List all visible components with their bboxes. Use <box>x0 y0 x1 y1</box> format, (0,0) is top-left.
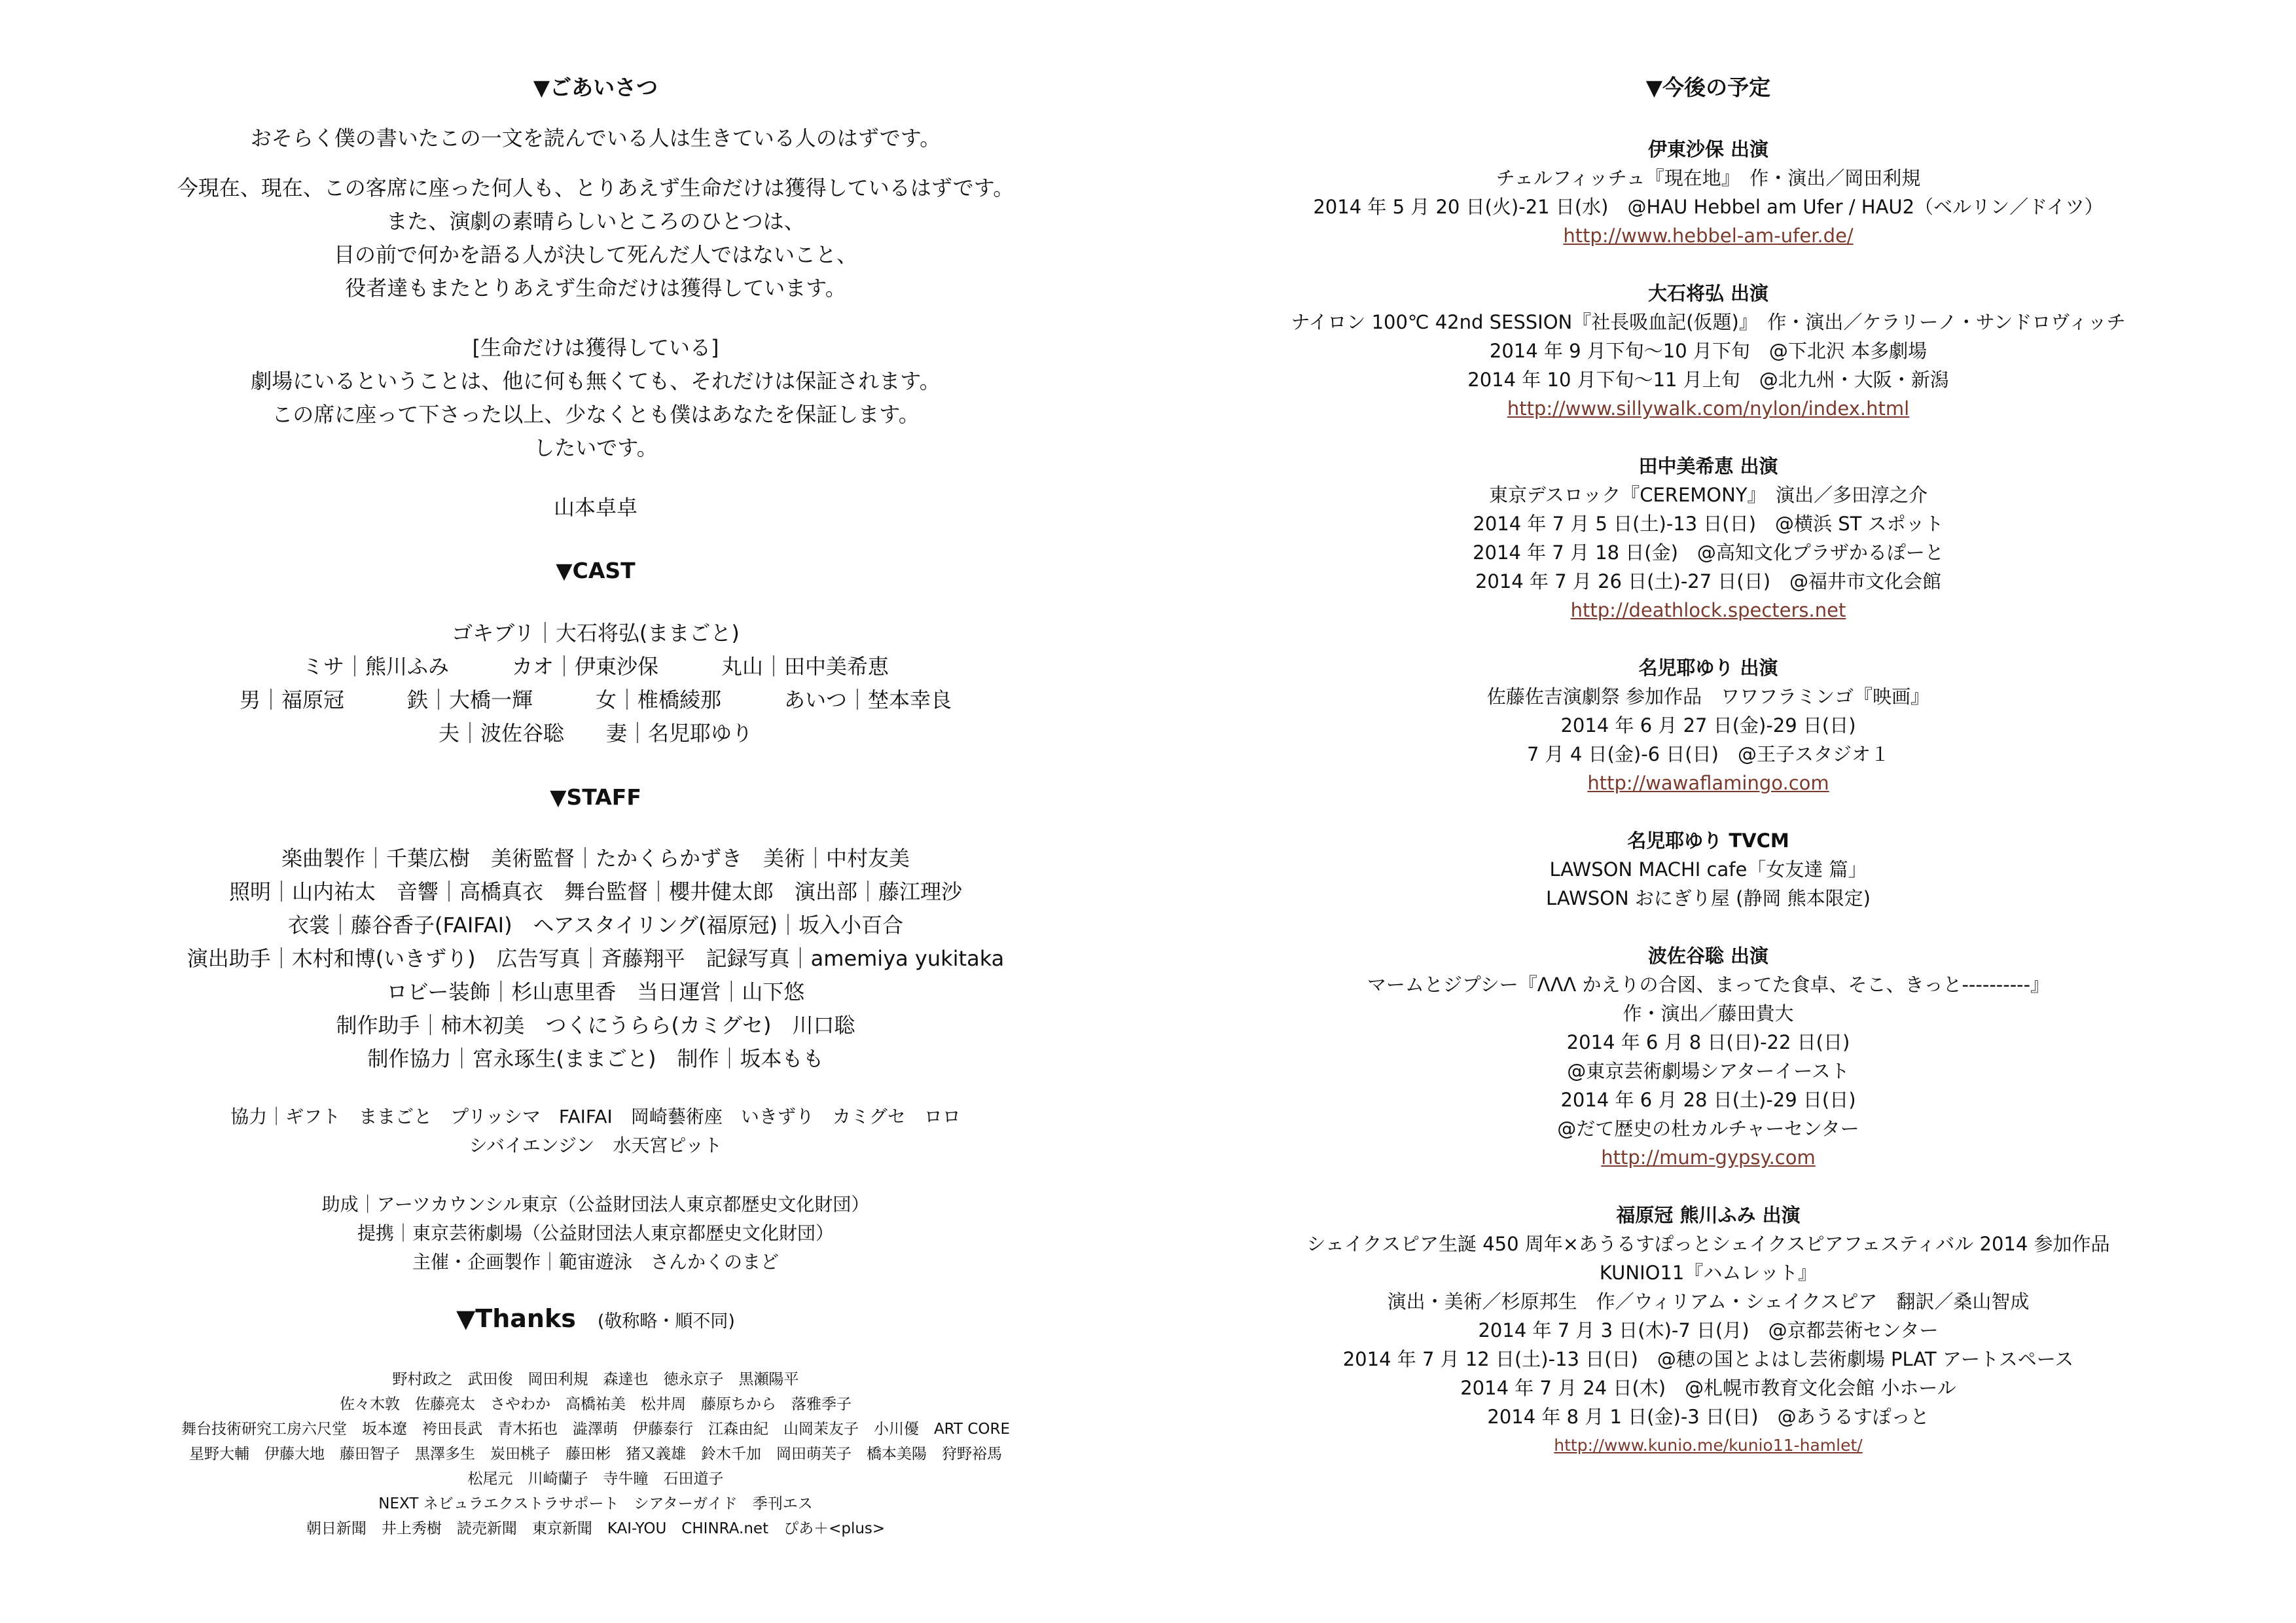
thanks-heading-block <box>105 1303 1086 1334</box>
cast-line: 男｜福原冠 鉄｜大橋一輝 女｜椎橋綾那 あいつ｜埜本幸良 <box>239 687 952 712</box>
section-line: LAWSON MACHI cafe「女友達 篇」 <box>1549 858 1867 881</box>
section-line: 2014 年 7 月 24 日(木) @札幌市教育文化会館 小ホール <box>1460 1377 1956 1399</box>
section-line: 2014 年 8 月 1 日(金)-3 日(日) @あうるすぽっと <box>1487 1406 1929 1428</box>
thanks-list <box>105 1367 1086 1541</box>
cast-heading-block <box>105 558 1086 583</box>
cooperation-line: 協力｜ギフト ままごと プリッシマ FAIFAI 岡崎藝術座 いきずり カミグセ ロロ <box>230 1106 961 1127</box>
section-line: @東京芸術劇場シアターイースト <box>1567 1060 1850 1082</box>
greeting-line: [生命だけは獲得している] <box>472 335 719 360</box>
cast-line: ゴキブリ｜大石将弘(ままごと) <box>452 621 740 646</box>
staff-line: 制作助手｜柿木初美 つくにうらら(カミグセ) 川口聡 <box>336 1013 855 1038</box>
thanks-line: 朝日新聞 井上秀樹 読売新聞 東京新聞 KAI-YOU CHINRA.net ぴあ＋<plus> <box>306 1520 886 1537</box>
thanks-line: 松尾元 川崎蘭子 寺牛瞳 石田道子 <box>467 1470 724 1487</box>
section-link[interactable]: http://www.kunio.me/kunio11-hamlet/ <box>1554 1436 1863 1455</box>
section-line: 2014 年 7 月 5 日(土)-13 日(日) @横浜 ST スポット <box>1473 513 1944 535</box>
staff-line: 演出助手｜木村和博(いきずり) 広告写真｜斉藤翔平 記録写真｜amemiya yukitaka <box>187 946 1005 971</box>
thanks-line: 野村政之 武田俊 岡田利規 森達也 徳永京子 黒瀬陽平 <box>392 1371 799 1388</box>
section-line: シェイクスピア生誕 450 周年×あうるすぽっとシェイクスピアフェスティバル 2014 参加作品 <box>1306 1233 2110 1255</box>
schedule-section <box>1217 941 2199 1172</box>
greeting-line: 今現在、現在、この客席に座った何人も、とりあえず生命だけは獲得しているはずです。 <box>177 175 1014 200</box>
section-title: 伊東沙保 出演 <box>1647 138 1769 160</box>
schedule-section <box>1217 135 2199 250</box>
support-line: 提携｜東京芸術劇場（公益財団法人東京都歴史文化財団） <box>357 1222 834 1244</box>
section-line: 東京デスロック『CEREMONY』 演出／多田淳之介 <box>1488 484 1928 506</box>
section-line: 2014 年 5 月 20 日(火)-21 日(水) @HAU Hebbel am Ufer / HAU2（ベルリン／ドイツ） <box>1313 196 2104 218</box>
section-title: 名児耶ゆり 出演 <box>1638 657 1778 679</box>
section-line: 佐藤佐吉演劇祭 参加作品 ワワフラミンゴ『映画』 <box>1486 685 1930 708</box>
section-title: 田中美希恵 出演 <box>1638 455 1778 477</box>
schedule-section <box>1217 653 2199 797</box>
section-line: KUNIO11『ハムレット』 <box>1599 1262 1818 1284</box>
greeting-line: 劇場にいるということは、他に何も無くても、それだけは保証されます。 <box>251 369 941 393</box>
greeting-line: 役者達もまたとりあえず生命だけは獲得しています。 <box>345 276 846 301</box>
section-line: 2014 年 7 月 26 日(土)-27 日(日) @福井市文化会館 <box>1475 570 1942 593</box>
greeting-line: この席に座って下さった以上、少なくとも僕はあなたを保証します。 <box>272 402 920 427</box>
section-line: ナイロン 100℃ 42nd SESSION『社長吸血記(仮題)』 作・演出／ケラリーノ・サンドロヴィッチ <box>1291 311 2126 333</box>
greeting-signature-block <box>105 491 1086 524</box>
thanks-heading <box>105 1303 1086 1334</box>
section-link[interactable]: http://www.sillywalk.com/nylon/index.html <box>1507 397 1910 420</box>
section-line: 2014 年 6 月 27 日(金)-29 日(日) <box>1560 714 1856 737</box>
greeting-line: 目の前で何かを語る人が決して死んだ人ではないこと、 <box>333 242 857 267</box>
section-line: 2014 年 7 月 3 日(木)-7 日(月) @京都芸術センター <box>1478 1319 1939 1341</box>
section-title: 大石将弘 出演 <box>1647 282 1769 304</box>
schedule-section <box>1217 452 2199 625</box>
section-line: 演出・美術／杉原邦生 作／ウィリアム・シェイクスピア 翻訳／桑山智成 <box>1387 1290 2030 1313</box>
section-line: LAWSON おにぎり屋 (静岡 熊本限定) <box>1546 887 1871 909</box>
section-title: 波佐谷聡 出演 <box>1647 945 1769 967</box>
schedule-section <box>1217 279 2199 423</box>
staff-heading-block <box>105 784 1086 810</box>
greeting-first-line: おそらく僕の書いたこの一文を読んでいる人は生きている人のはずです。 <box>250 126 941 151</box>
section-line: 2014 年 7 月 12 日(土)-13 日(日) @穂の国とよはし芸術劇場 PLAT アートスペース <box>1342 1348 2074 1370</box>
section-line: マームとジプシー『ΛΛΛ かえりの合図、まってた食卓、そこ、きっと----------』 <box>1367 974 2050 996</box>
thanks-line: 佐々木敦 佐藤亮太 さやわか 高橋祐美 松井周 藤原ちから 落雅季子 <box>340 1396 852 1413</box>
staff-list <box>105 842 1086 1076</box>
schedule-heading: ▼今後の予定 <box>1645 75 1771 100</box>
staff-line: ロビー装飾｜杉山恵里香 当日運営｜山下悠 <box>386 979 805 1004</box>
staff-line: 制作協力｜宮永琢生(ままごと) 制作｜坂本もも <box>367 1046 824 1071</box>
greeting-section <box>105 71 1086 101</box>
greeting-heading: ▼ごあいさつ <box>533 75 658 100</box>
section-link[interactable]: http://www.hebbel-am-ufer.de/ <box>1563 225 1854 247</box>
greeting-paragraph-2 <box>105 331 1086 465</box>
section-line: 2014 年 6 月 8 日(日)-22 日(日) <box>1566 1031 1850 1053</box>
greeting-line: したいです。 <box>533 435 658 460</box>
cast-list <box>105 617 1086 750</box>
section-line: 2014 年 9 月下旬〜10 月下旬 @下北沢 本多劇場 <box>1489 340 1928 362</box>
greeting-paragraph-1 <box>105 172 1086 305</box>
section-title: 福原冠 熊川ふみ 出演 <box>1616 1204 1801 1226</box>
staff-line: 楽曲製作｜千葉広樹 美術監督｜たかくらかずき 美術｜中村友美 <box>281 846 910 871</box>
section-link[interactable]: http://mum-gypsy.com <box>1601 1146 1816 1169</box>
section-line: チェルフィッチュ『現在地』 作・演出／岡田利規 <box>1496 167 1921 189</box>
signature: 山本卓卓 <box>553 495 637 520</box>
support-block <box>105 1190 1086 1277</box>
schedule-section <box>1217 826 2199 913</box>
thanks-line: 星野大輔 伊藤大地 藤田智子 黒澤多生 炭田桃子 藤田彬 猪又義雄 鈴木千加 岡田萌芙子 橋本美陽 狩野裕馬 <box>189 1446 1002 1463</box>
staff-heading: ▼STAFF <box>550 784 641 810</box>
support-line: 助成｜アーツカウンシル東京（公益財団法人東京都歴史文化財団） <box>321 1194 870 1215</box>
section-line: 7 月 4 日(金)-6 日(日) @王子スタジオ１ <box>1527 743 1890 765</box>
greeting-first <box>105 122 1086 155</box>
cast-line: 夫｜波佐谷聡 妻｜名児耶ゆり <box>438 721 753 746</box>
cast-line: ミサ｜熊川ふみ カオ｜伊東沙保 丸山｜田中美希恵 <box>302 654 889 679</box>
section-line: 作・演出／藤田貴大 <box>1623 1002 1794 1025</box>
thanks-line: 舞台技術研究工房六尺堂 坂本遼 袴田長武 青木拓也 澁澤萌 伊藤泰行 江森由紀 山岡茉友子 小川優 ART CORE <box>181 1421 1011 1438</box>
thanks-note: (敬称略・順不同) <box>597 1311 735 1332</box>
cooperation-line: シバイエンジン 水天宮ピット <box>469 1135 723 1156</box>
section-line: @だて歴史の杜カルチャーセンター <box>1557 1118 1859 1140</box>
section-line: 2014 年 10 月下旬〜11 月上旬 @北九州・大阪・新潟 <box>1467 369 1949 391</box>
schedule-heading-block <box>1217 71 2199 101</box>
thanks-title: ▼Thanks <box>456 1304 576 1333</box>
staff-line: 照明｜山内祐太 音響｜高橋真衣 舞台監督｜櫻井健太郎 演出部｜藤江理沙 <box>228 879 962 904</box>
section-link[interactable]: http://wawaflamingo.com <box>1587 772 1829 794</box>
support-line: 主催・企画製作｜範宙遊泳 さんかくのまど <box>412 1251 779 1273</box>
cooperation-block <box>105 1103 1086 1160</box>
cast-heading: ▼CAST <box>556 558 636 583</box>
schedule-section <box>1217 1201 2199 1460</box>
staff-line: 衣裳｜藤谷香子(FAIFAI) ヘアスタイリング(福原冠)｜坂入小百合 <box>287 913 903 938</box>
greeting-line: また、演劇の素晴らしいところのひとつは、 <box>386 209 805 234</box>
section-link[interactable]: http://deathlock.specters.net <box>1570 599 1846 621</box>
thanks-line: NEXT ネビュラエクストラサポート シアターガイド 季刊エス <box>378 1495 813 1512</box>
section-line: 2014 年 7 月 18 日(金) @高知文化プラザかるぽーと <box>1473 541 1944 564</box>
section-line: 2014 年 6 月 28 日(土)-29 日(日) <box>1560 1089 1856 1111</box>
section-title: 名児耶ゆり TVCM <box>1627 830 1789 852</box>
